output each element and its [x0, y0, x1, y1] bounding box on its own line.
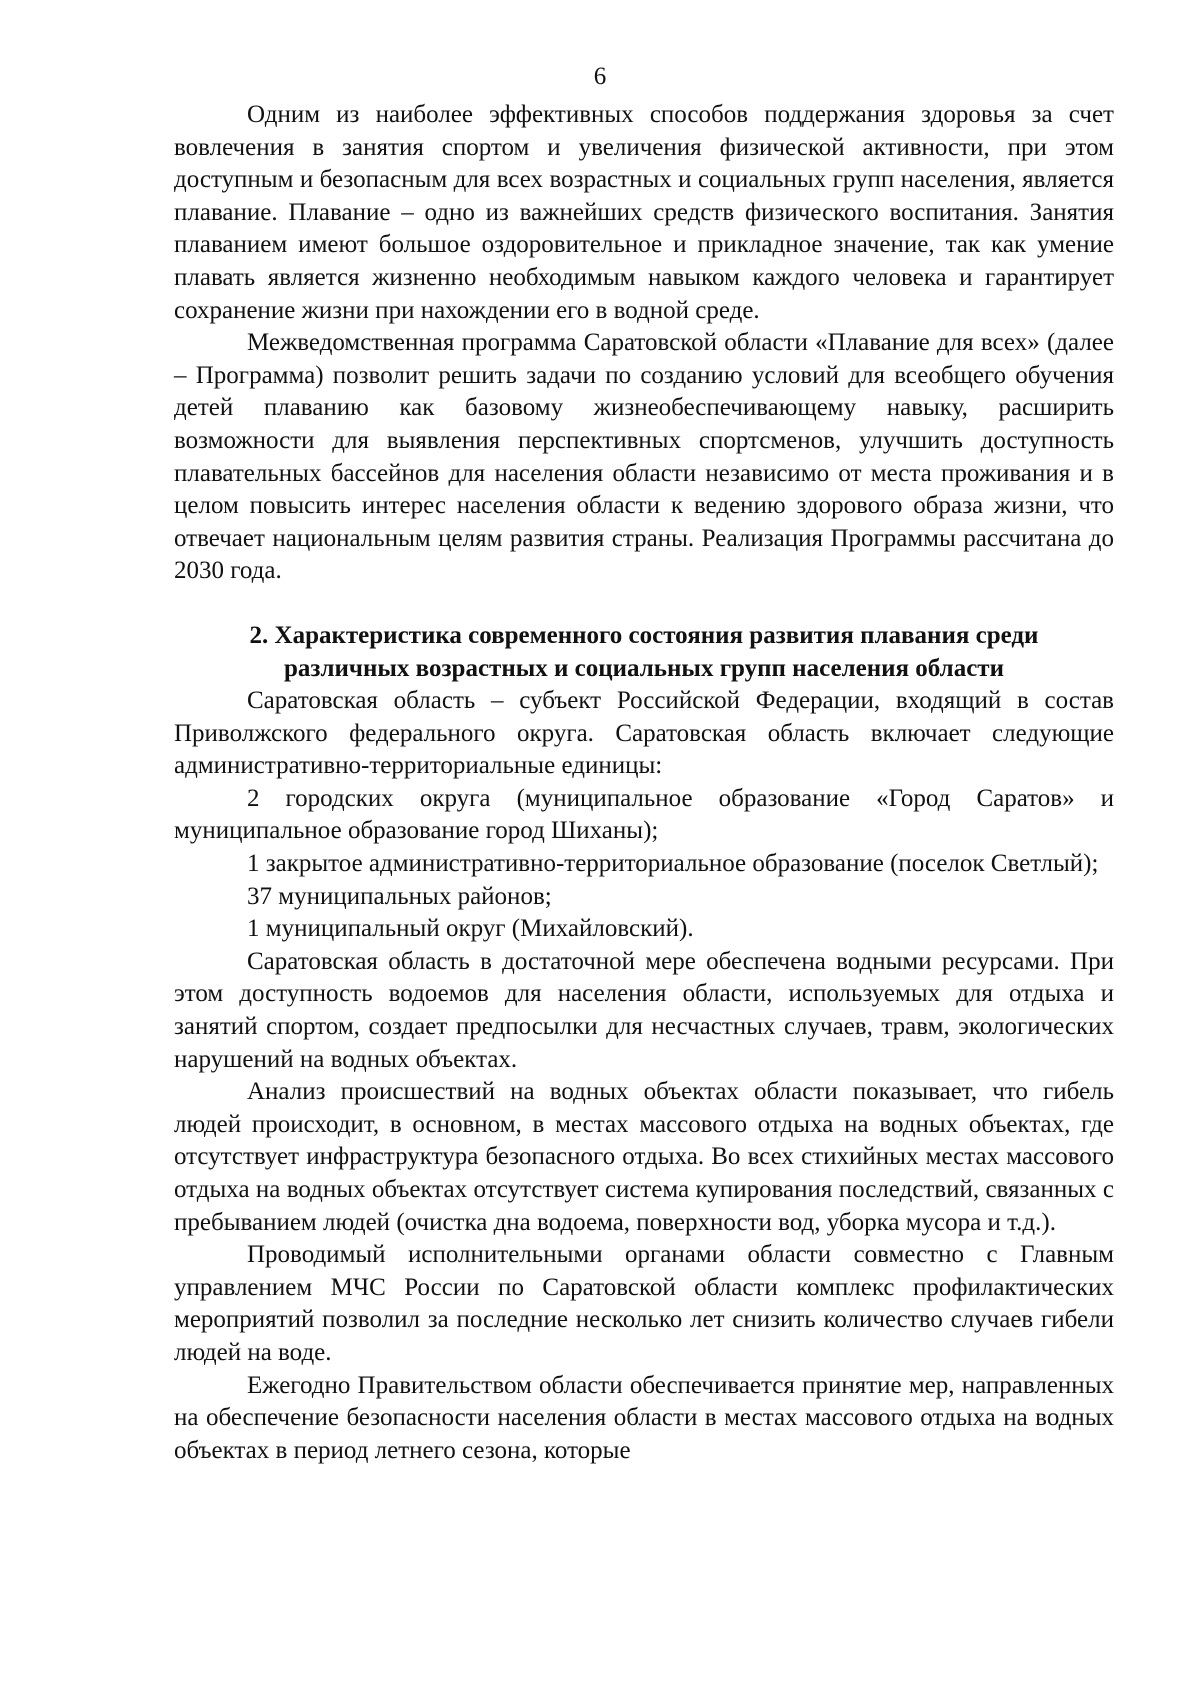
section-paragraph: Анализ происшествий на водных объектах области показывает, что гибель людей происходит, в основном, в местах массового отдыха на водных объектах, где отсутствует инфраструктура безопасного отдыха. Во всех стихийных местах массового отдыха на водных объектах отсутствует система купирования последствий, связанных с пребыванием людей (очистка дна водоема, поверхности вод, уборка мусора и т.д.).	[174, 1078, 1114, 1236]
intro-paragraph: Межведомственная программа Саратовской области «Плавание для всех» (далее – Программа) позволит решить задачи по созданию условий для всеобщего обучения детей плаванию как базовому жизнеобеспечивающему навыку, расширить возможности для выявления перспективных спортсменов, улучшить доступность плавательных бассейнов для населения области независимо от места проживания и в целом повысить интерес населения области к ведению здорового образа жизни, что отвечает национальным целям развития страны. Реализация Программы рассчитана до 2030 года.	[174, 329, 1114, 585]
section-paragraph: Проводимый исполнительными органами области совместно с Главным управлением МЧС России по Саратовской области комплекс профилактических мероприятий позволил за последние несколько лет снизить количество случаев гибели людей на воде.	[174, 1241, 1114, 1366]
list-item-closed-formation: 1 закрытое административно-территориальное образование (поселок Светлый);	[247, 850, 1099, 878]
list-item-city-districts: 2 городских округа (муниципальное образование «Город Саратов» и муниципальное образование город Шиханы);	[174, 784, 1114, 845]
section-paragraph: Ежегодно Правительством области обеспечивается принятие мер, направленных на обеспечение безопасности населения области в местах массового отдыха на водных объектах в период летнего сезона, которые	[174, 1371, 1114, 1464]
section-heading-line-2: различных возрастных и социальных групп населения области	[284, 654, 1004, 682]
intro-paragraph: Одним из наиболее эффективных способов поддержания здоровья за счет вовлечения в занятия спортом и увеличения физической активности, при этом доступным и безопасным для всех возрастных и социальных групп населения, является плавание. Плавание – одно из важнейших средств физического воспитания. Занятия плаванием имеют большое оздоровительное и прикладное значение, так как умение плавать является жизненно необходимым навыком каждого человека и гарантирует сохранение жизни при нахождении его в водной среде.	[174, 101, 1114, 324]
section-heading	[174, 620, 1114, 685]
section-paragraph: Саратовская область в достаточной мере обеспечена водными ресурсами. При этом доступность водоемов для населения области, используемых для отдыха и занятий спортом, создает предпосылки для несчастных случаев, травм, экологических нарушений на водных объектах.	[174, 947, 1114, 1073]
page-number: 6	[593, 63, 607, 90]
section-heading-line-1: 2. Характеристика современного состояния развития плавания среди	[249, 621, 1039, 649]
list-item-municipal-okrug: 1 муниципальный округ (Михайловский).	[247, 915, 694, 943]
list-item-municipal-areas: 37 муниципальных районов;	[247, 882, 552, 910]
document-body	[174, 99, 1114, 1467]
section-paragraph: Саратовская область – субъект Российской Федерации, входящий в состав Приволжского федерального округа. Саратовская область включает следующие административно-территориальные единицы:	[174, 687, 1114, 780]
